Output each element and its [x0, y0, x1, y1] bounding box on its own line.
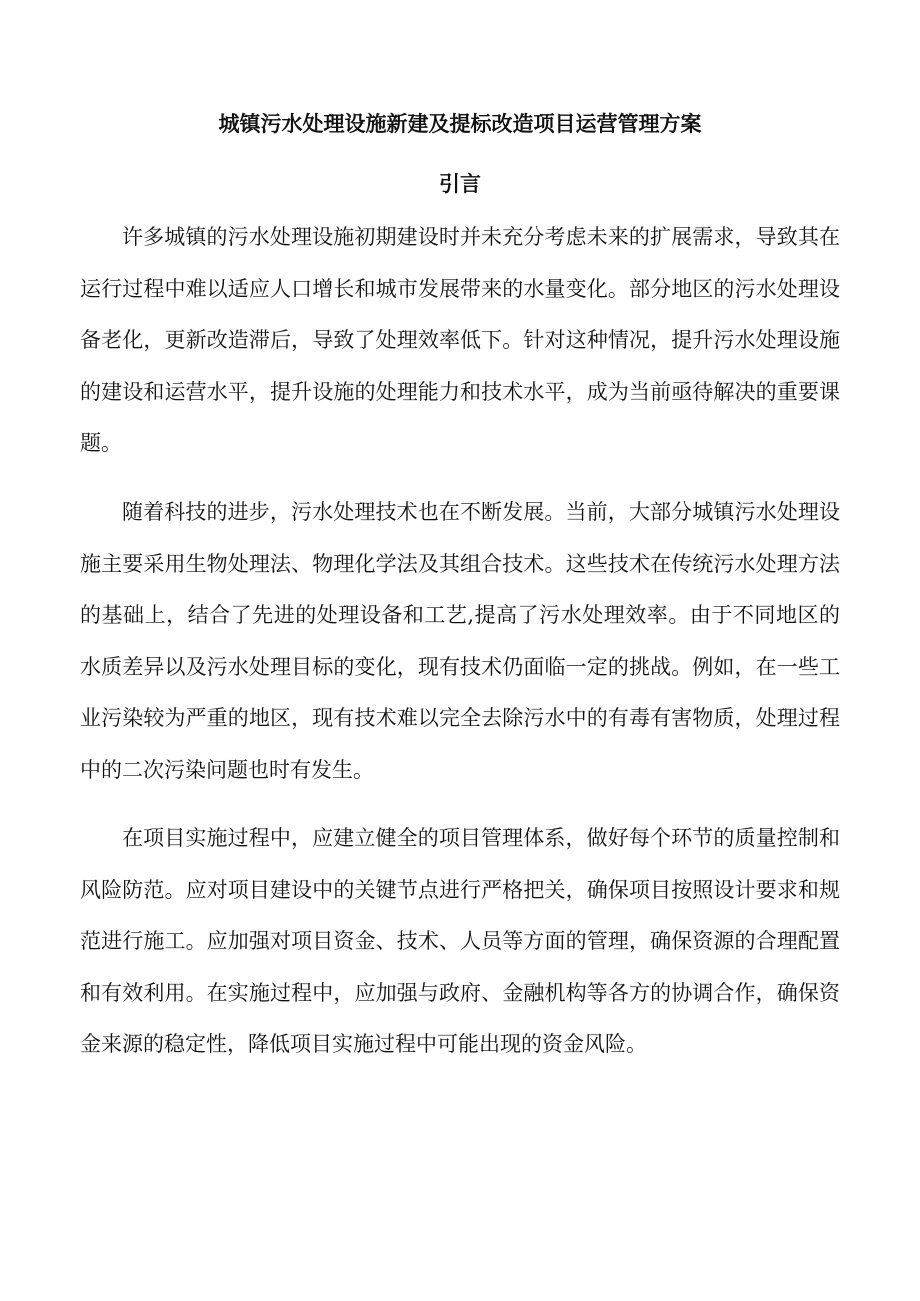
paragraph-2: 随着科技的进步，污水处理技术也在不断发展。当前，大部分城镇污水处理设施主要采用生物处理法、物理化学法及其组合技术。这些技术在传统污水处理方法的基础上，结合了先进的处理设备和工艺,提高了污水处理效率。由于不同地区的水质差异以及污水处理目标的变化，现有技术仍面临一定的挑战。例如，在一些工业污染较为严重的地区，现有技术难以完全去除污水中的有毒有害物质，处理过程中的二次污染问题也时有发生。 — [80, 500, 840, 782]
paragraph-1: 许多城镇的污水处理设施初期建设时并未充分考虑未来的扩展需求，导致其在运行过程中难以适应人口增长和城市发展带来的水量变化。部分地区的污水处理设备老化，更新改造滞后，导致了处理效率低下。针对这种情况，提升污水处理设施的建设和运营水平，提升设施的处理能力和技术水平，成为当前亟待解决的重要课题。 — [80, 225, 840, 456]
paragraph-3: 在项目实施过程中，应建立健全的项目管理体系，做好每个环节的质量控制和风险防范。应对项目建设中的关键节点进行严格把关，确保项目按照设计要求和规范进行施工。应加强对项目资金、技术、人员等方面的管理，确保资源的合理配置和有效利用。在实施过程中，应加强与政府、金融机构等各方的协调合作，确保资金来源的稳定性，降低项目实施过程中可能出现的资金风险。 — [80, 826, 840, 1057]
section-heading-introduction: 引言 — [439, 171, 481, 196]
document-title: 城镇污水处理设施新建及提标改造项目运营管理方案 — [218, 111, 702, 136]
